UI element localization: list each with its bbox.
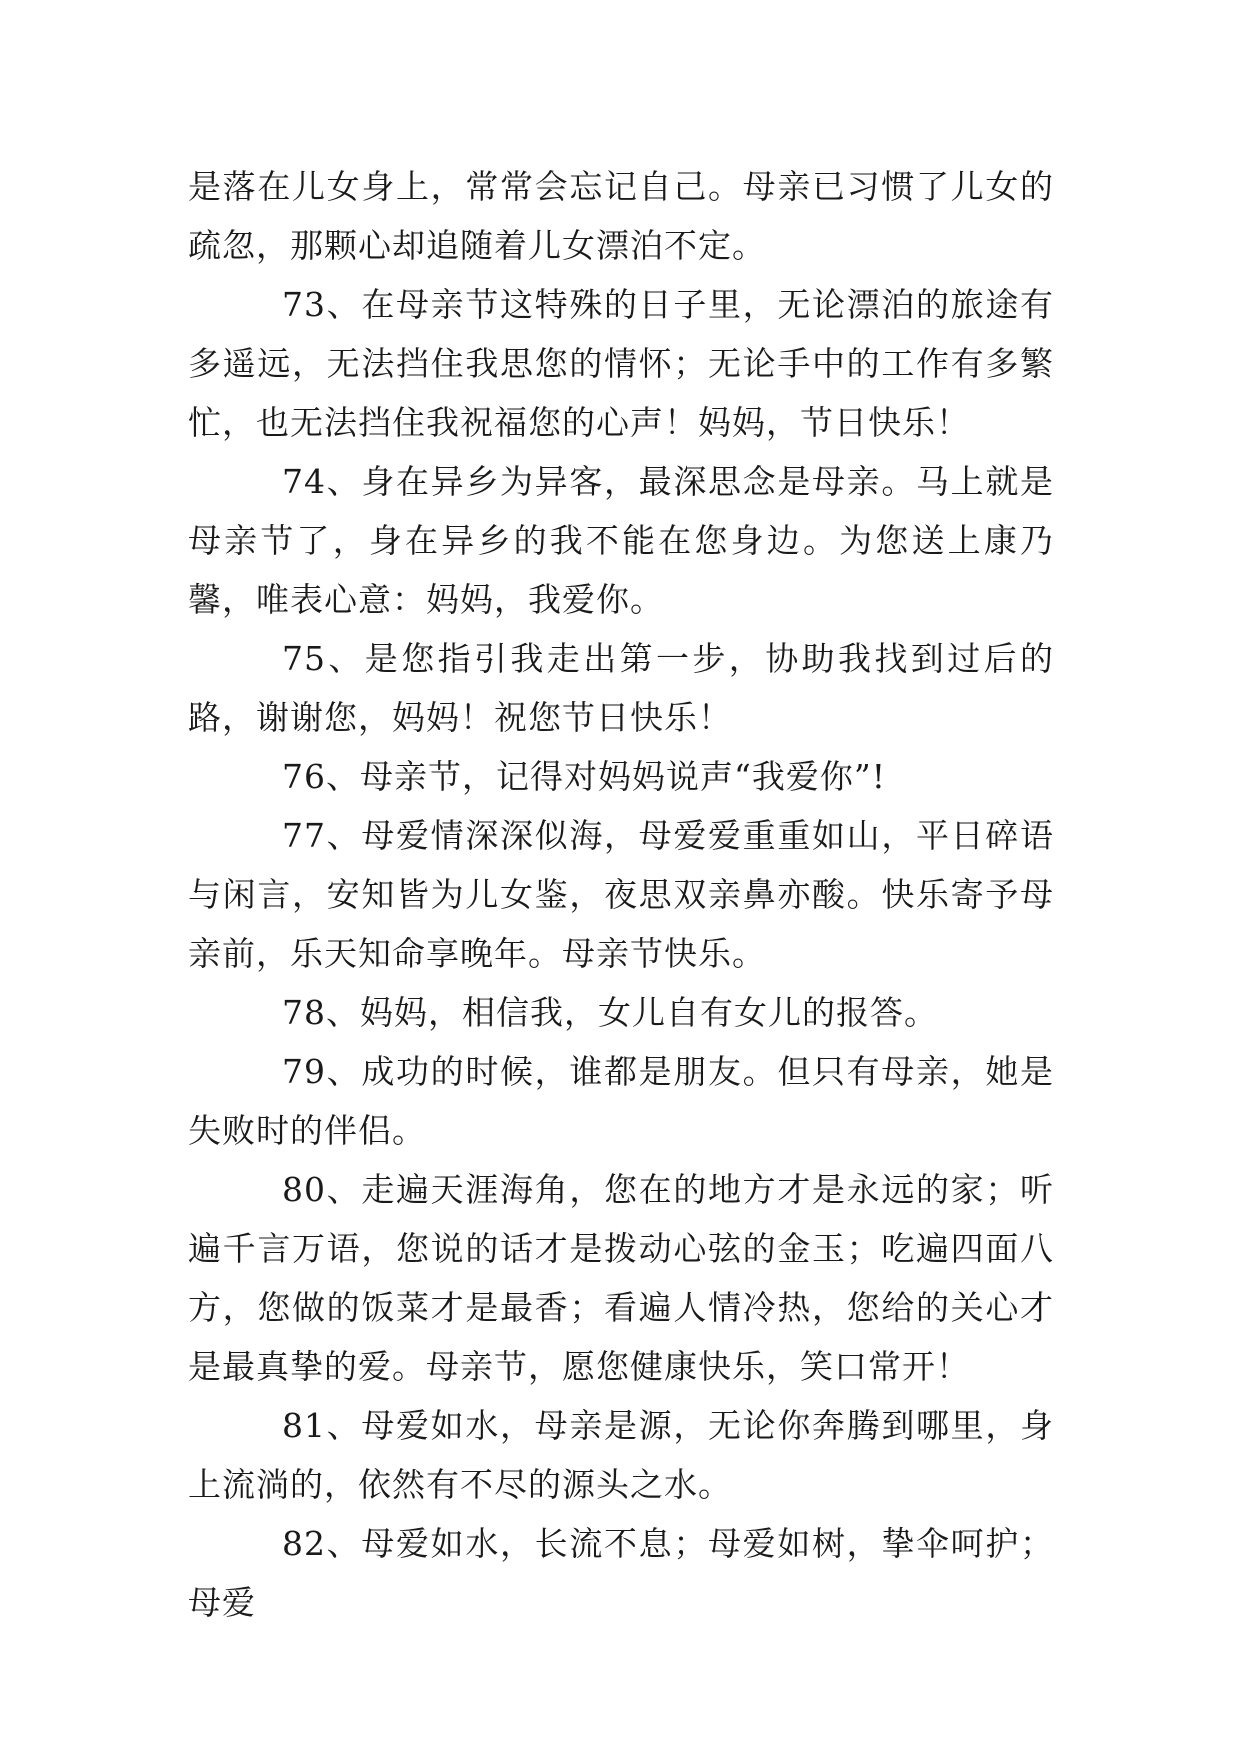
paragraph-81: 81、母爱如水，母亲是源，无论你奔腾到哪里，身上流淌的，依然有不尽的源头之水。 [188, 1406, 1054, 1504]
paragraph-82: 82、母爱如水，长流不息；母爱如树，挚伞呵护；母爱 [188, 1524, 1054, 1622]
paragraph-continued: 是落在儿女身上，常常会忘记自己。母亲已习惯了儿女的疏忽，那颗心却追随着儿女漂泊不定。 [188, 167, 1054, 265]
paragraph-76: 76、母亲节，记得对妈妈说声“我爱你”! [282, 757, 886, 796]
paragraph-74: 74、身在异乡为异客，最深思念是母亲。马上就是母亲节了，身在异乡的我不能在您身边。为您送上康乃馨，唯表心意：妈妈，我爱你。 [188, 462, 1054, 619]
paragraph-77: 77、母爱情深深似海，母爱爱重重如山，平日碎语与闲言，安知皆为儿女鉴，夜思双亲鼻亦酸。快乐寄予母亲前，乐天知命享晚年。母亲节快乐。 [188, 816, 1054, 973]
paragraph-80: 80、走遍天涯海角，您在的地方才是永远的家；听遍千言万语，您说的话才是拨动心弦的金玉；吃遍四面八方，您做的饭菜才是最香；看遍人情冷热，您给的关心才是最真挚的爱。母亲节，愿您健康快乐，笑口常开！ [188, 1170, 1054, 1386]
paragraph-78: 78、妈妈，相信我，女儿自有女儿的报答。 [282, 993, 938, 1032]
body-text [188, 157, 1054, 1632]
paragraph-75: 75、是您指引我走出第一步，协助我找到过后的路，谢谢您，妈妈！祝您节日快乐！ [188, 639, 1054, 737]
paragraph-79: 79、成功的时候，谁都是朋友。但只有母亲，她是失败时的伴侣。 [188, 1052, 1054, 1150]
paragraph-73: 73、在母亲节这特殊的日子里，无论漂泊的旅途有多遥远，无法挡住我思您的情怀；无论手中的工作有多繁忙，也无法挡住我祝福您的心声！妈妈，节日快乐！ [188, 285, 1054, 442]
